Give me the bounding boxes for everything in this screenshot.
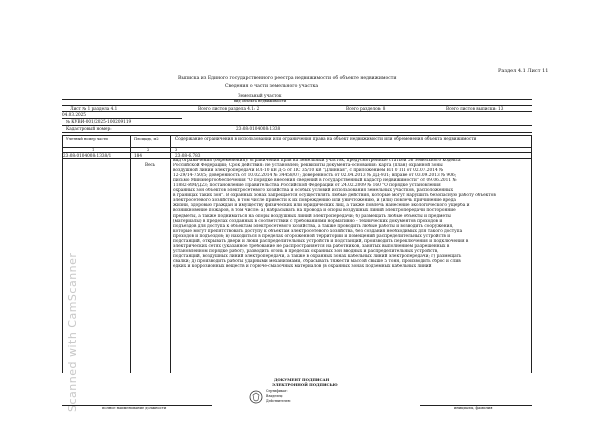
col-header-content: Содержание ограничения в использовании или ограничения права на объект недвижимости или обременения объекта недвижимости [175, 136, 477, 141]
restriction-text-line: которые могут препятствовать доступу к объектам электросетевого хозяйства, без создания необходимых для такого доступа [173, 228, 463, 234]
col-number-1: 1 [92, 147, 95, 152]
part-zone: 23:08-6.783 [175, 153, 201, 158]
col-divider-1 [130, 135, 131, 373]
restriction-text-line: письмо Минэнергообеспечения "О порядке внесения сведений в государственный кадастр недвижимости" от 09.06.2011 № [173, 178, 457, 184]
table-left-border [62, 135, 63, 373]
sheet-number: Лист № 1 раздела 4.1 [70, 106, 118, 111]
restriction-text-line: установленном порядке работ), разводить огонь в пределах охранных зон вводных и распределительных устройств, [173, 248, 439, 254]
restriction-text-line: предметы, а также подниматься на опоры воздушных линий электропередачи; б) размещать любые объекты и предметы [173, 213, 451, 219]
table-right-border [531, 135, 532, 373]
col-header-area: Площадь, м2 [134, 137, 159, 141]
document-subtitle: Сведения о части земельного участка [225, 84, 319, 89]
restriction-text-line: электросетевого хозяйства, в том числе привести к их повреждению или уничтожению, и (или) повлечь причинение вреда [173, 198, 456, 204]
restriction-text-line: 11882-ИМ/Д23; постановление Правительства Российской Федерации от 24.02.2009 № 160 "О порядке установления [173, 183, 441, 189]
stamp-line-1: ДОКУМЕНТ ПОДПИСАН [274, 377, 330, 382]
restriction-text-line: электрических сетях (указанное требование не распространяется на работников, занятых выполнением разрешенных в [173, 243, 450, 249]
document-title: Выписка из Единого государственного реестра недвижимости об объекте недвижимости [178, 76, 397, 81]
number-underline [62, 125, 532, 126]
col-header-part-number: Учетный номер части [66, 137, 108, 141]
coat-of-arms-icon [248, 389, 264, 405]
object-type-underline [62, 99, 532, 100]
restriction-text-line: вид ограничения (обременения): ограничения прав на земельный участок, предусмотренные статьей 56 Земельного кодекса [173, 158, 461, 163]
restriction-text-line: подстанций, открывать двери и люки распределительных устройств и подстанций, производить переключения и подключения в [173, 238, 469, 244]
restriction-text-line: Российской Федерации; Срок действия: не установлен; реквизиты документа-основания: карта (план) охранной зоны [173, 163, 443, 169]
total-sheets-section: Всего листов раздела 4.1: 2 [198, 106, 260, 111]
col-number-3: 3 [175, 147, 178, 152]
extract-date: 04.03.2025 [62, 112, 86, 117]
cadastral-number: 23:08:0104008:1338 [236, 126, 281, 131]
sheet-info-bottom-border [62, 111, 532, 112]
stamp-line-3: Сертификат: [266, 389, 288, 393]
restriction-text-line: проходов и подъездов; в) находиться в пределах огороженной территории и помещений распределительных устройств и [173, 233, 451, 239]
stamp-line-5: Действителен: [266, 399, 291, 403]
restriction-text-line: (материалы) в пределах созданных в соответствии с требованиями нормативно - технических документов проходов и [173, 218, 443, 224]
restriction-text-line: подъездов для доступа к объектам электросетевого хозяйства, а также проводить любые работы и возводить сооружения, [173, 223, 454, 229]
cadastral-underline [62, 132, 532, 133]
restriction-text-line: возникновение пожаров, в том числе: а) набрасывать на провода и опоры воздушных линий электропередачи посторонние [173, 208, 456, 214]
extract-number: № КУВИ-001/2025-100209119 [66, 119, 132, 124]
restriction-text [173, 158, 530, 269]
sheet-label: Раздел 4.1 Лист 11 [498, 68, 549, 74]
cadastral-label: Кадастровый номер: [66, 126, 112, 131]
object-type-caption: вид объекта недвижимости [234, 99, 287, 103]
restriction-text-line: жизни, здоровью граждан и имуществу физических или юридических лиц, а также повлечь нанесение экологического ущерба и [173, 203, 470, 209]
footer-right-caption: инициалы, фамилия [454, 406, 493, 410]
restriction-text-line: в границах таких зон". В охранных зонах запрещается осуществлять любые действия, которые могут нарушить безопасную работу объектов [173, 193, 496, 199]
part-area: 184 [134, 153, 142, 158]
col-divider-2 [170, 135, 171, 373]
col-number-2: 2 [147, 147, 150, 152]
stamp-line-4: Владелец: [266, 394, 284, 398]
restriction-text-line: охранных зон объектов электросетевого хозяйства и особых условий использования земельных участков, расположенных [173, 188, 454, 194]
camscanner-watermark: Scanned with CamScanner [66, 252, 79, 412]
part-area-whole: Весь [145, 162, 156, 167]
signature-stamp [248, 377, 338, 417]
stamp-line-2: ЭЛЕКТРОННОЙ ПОДПИСЬЮ [272, 382, 338, 387]
object-type: Земельный участок [238, 93, 282, 98]
header-bottom-border [62, 147, 532, 148]
total-sections: Всего разделов: 8 [346, 106, 386, 111]
part-number: 23:08:0104008:1338/1 [63, 153, 112, 158]
total-sheets-extract: Всего листов выписки: 13 [446, 106, 504, 111]
restriction-text-line: едких и коррозионных веществ и горюче-смазочных материалов (в охранных зонах подземных кабельных линий [173, 263, 432, 269]
restriction-text-line: подстанций, воздушных линий электропередачи, а также в охранных зонах кабельных линий электропередачи; г) размещать [173, 253, 462, 259]
restriction-text-line: свалки; д) производить работы ударными механизмами, сбрасывать тяжести массой свыше 5 тонн, производить сброс и слив [173, 258, 461, 264]
numbers-bottom-border [62, 152, 532, 153]
restriction-text-line: 12-29/14-750/5; доверенность от 10.02.2014 № 34458/07; доверенность от 02.04.2013 № ДД-931; вправе от 03.09.2013 № 906; [173, 173, 457, 179]
restriction-text-line: воздушной линии электропередачи ВЛ-10 кВ Д-5 от ПС 35/10 кВ "Длинная", с приложением ВЛ 0 ТП от 02.07.2014 № [173, 168, 444, 174]
footer-left-caption: полное наименование должности [102, 406, 167, 410]
